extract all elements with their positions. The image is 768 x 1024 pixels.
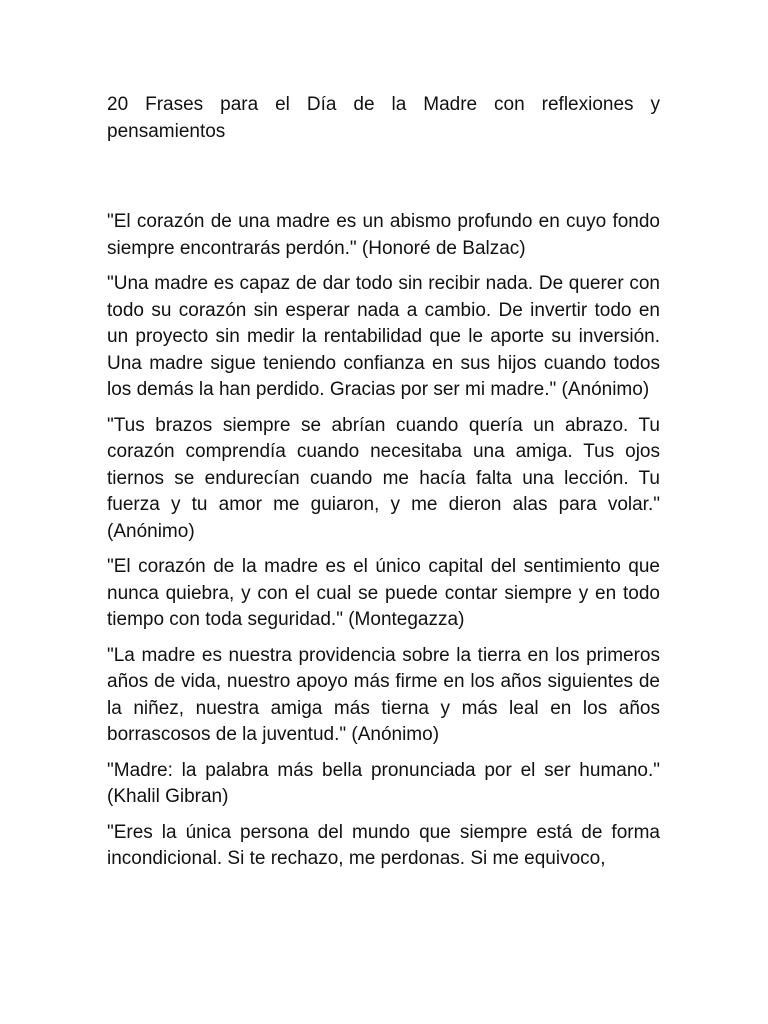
quote-paragraph: "Madre: la palabra más bella pronunciada por el ser humano." (Khalil Gibran) <box>107 759 660 807</box>
quote-paragraph: "Tus brazos siempre se abrían cuando quería un abrazo. Tu corazón comprendía cuando necesitaba una amiga. Tus ojos tiernos se endurecían cuando me hacía falta una lección. Tu fuerza y tu amor me guiaron, y me dieron alas para volar." (Anónimo) <box>107 414 660 542</box>
quote-paragraph: "Una madre es capaz de dar todo sin recibir nada. De querer con todo su corazón sin esperar nada a cambio. De invertir todo en un proyecto sin medir la rentabilidad que le aporte su inversión. Una madre sigue teniendo confianza en sus hijos cuando todos los demás la han perdido. Gracias por ser mi madre." (Anónimo) <box>107 273 660 400</box>
quote-paragraph: "El corazón de una madre es un abismo profundo en cuyo fondo siempre encontrarás perdón." (Honoré de Balzac) <box>107 211 660 259</box>
document-title: 20 Frases para el Día de la Madre con reflexiones y pensamientos <box>107 94 660 142</box>
quote-paragraph: "La madre es nuestra providencia sobre la tierra en los primeros años de vida, nuestro apoyo más firme en los años siguientes de la niñez, nuestra amiga más tierna y más leal en los años borrascosos de la juventud." (Anónimo) <box>107 644 660 745</box>
quote-paragraph: "Eres la única persona del mundo que siempre está de forma incondicional. Si te rechazo, me perdonas. Si me equivoco, <box>107 821 660 869</box>
document-body <box>107 92 660 882</box>
quote-paragraph: "El corazón de la madre es el único capital del sentimiento que nunca quiebra, y con el cual se puede contar siempre y en todo tiempo con toda seguridad." (Montegazza) <box>107 556 660 630</box>
